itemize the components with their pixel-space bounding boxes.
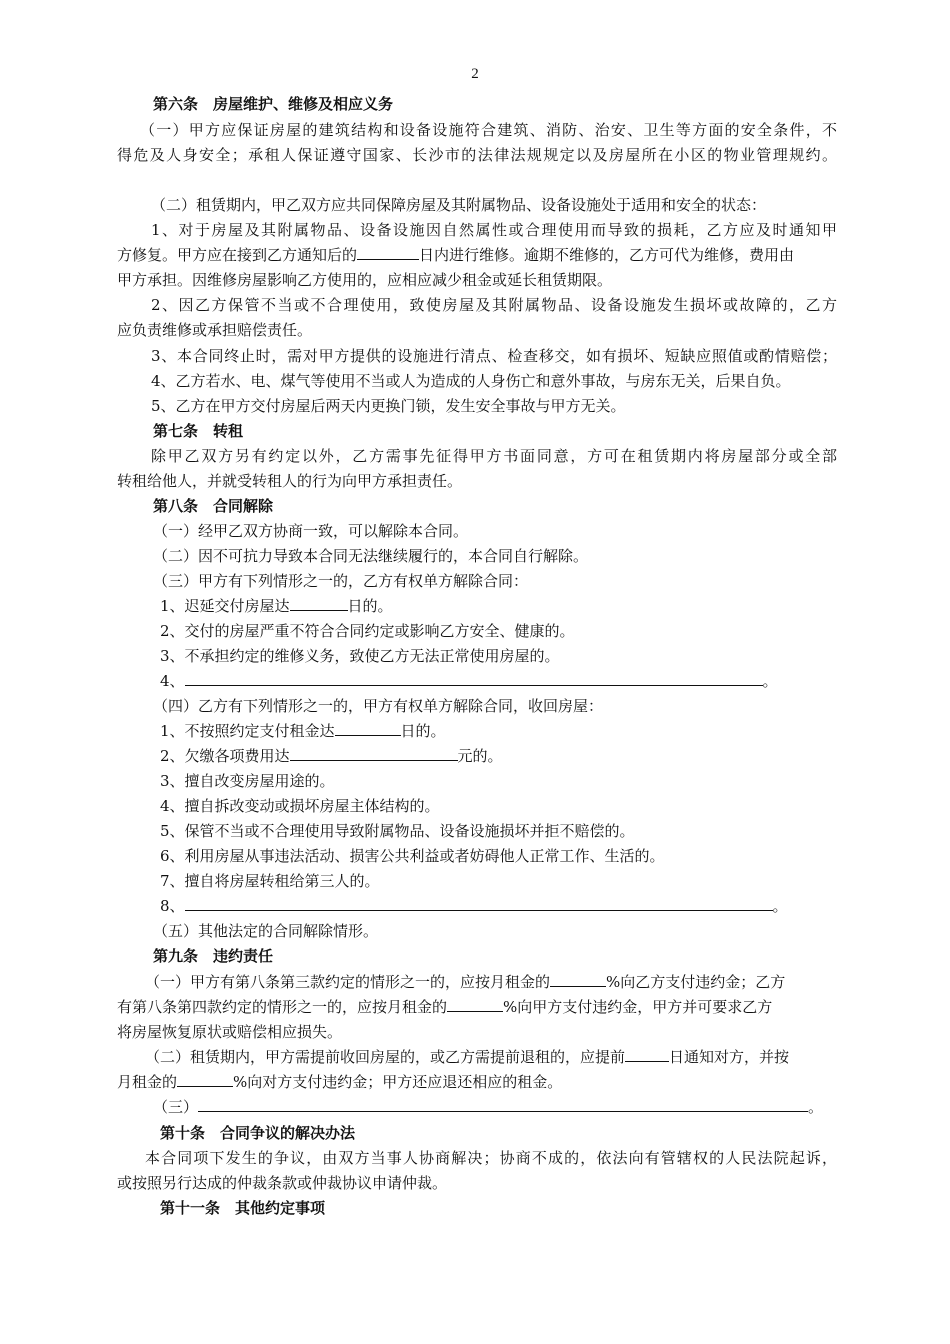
- days-blank: [290, 594, 348, 611]
- text-segment: 2、欠缴各项费用达: [160, 747, 290, 765]
- article-8-clause-4: （四）乙方有下列情形之一的，甲方有权单方解除合同，收回房屋：: [153, 697, 604, 715]
- article-8-clause-4-item-3: 3、擅自改变房屋用途的。: [160, 772, 335, 790]
- article-8-clause-1: （一）经甲乙双方协商一致，可以解除本合同。: [153, 522, 469, 540]
- text-segment: 。: [762, 672, 778, 690]
- article-8-clause-4-item-6: 6、利用房屋从事违法活动、损害公共利益或者妨碍他人正常工作、生活的。: [160, 847, 665, 865]
- text-segment: 。: [808, 1098, 824, 1116]
- article-8-clause-2: （二）因不可抗力导致本合同无法继续履行的，本合同自行解除。: [153, 547, 589, 565]
- days-blank: [335, 719, 401, 736]
- percent-blank: [550, 970, 606, 987]
- article-8-clause-5: （五）其他法定的合同解除情形。: [153, 922, 379, 940]
- article-8-clause-4-item-2: [160, 744, 880, 769]
- text-segment: 1、不按照约定支付租金达: [160, 722, 335, 740]
- article-7-line-1: 除甲乙双方另有约定以外，乙方需事先征得甲方书面同意，方可在租赁期内将房屋部分或全部: [151, 447, 837, 465]
- text-segment: 日的。: [400, 722, 446, 740]
- text-segment: 方修复。甲方应在接到乙方通知后的: [117, 246, 358, 264]
- text-segment: 日内进行维修。逾期不维修的，乙方可代为维修，费用由: [419, 246, 795, 264]
- text-segment: （三）: [153, 1098, 199, 1116]
- article-8-clause-4-item-1: [160, 719, 880, 744]
- percent-blank: [177, 1070, 233, 1087]
- article-7-heading: 第七条 转租: [153, 422, 244, 440]
- article-6-item-2-line-2: 应负责维修或承担赔偿责任。: [117, 321, 313, 339]
- article-8-clause-4-item-8: [160, 894, 880, 919]
- article-6-clause-1-line-1: （一）甲方应保证房屋的建筑结构和设备设施符合建筑、消防、治安、卫生等方面的安全条件，不: [140, 121, 837, 139]
- text-segment: 月租金的: [117, 1073, 178, 1091]
- fill-in-blank: [198, 1095, 808, 1112]
- text-segment: 1、迟延交付房屋达: [160, 597, 290, 615]
- article-10-heading: 第十条 合同争议的解决办法: [160, 1124, 356, 1142]
- article-8-clause-3-item-2: 2、交付的房屋严重不符合合同约定或影响乙方安全、健康的。: [160, 622, 575, 640]
- days-blank: [625, 1045, 669, 1062]
- article-8-clause-4-item-7: 7、擅自将房屋转租给第三人的。: [160, 872, 380, 890]
- text-segment: （一）甲方有第八条第三款约定的情形之一的，应按月租金的: [145, 973, 551, 991]
- days-blank: [357, 243, 419, 260]
- text-segment: 4、: [160, 672, 185, 690]
- article-6-item-1-line-1: 1、对于房屋及其附属物品、设备设施因自然属性或合理使用而导致的损耗，乙方应及时通知甲: [151, 221, 837, 239]
- article-6-clause-2-intro: （二）租赁期内，甲乙双方应共同保障房屋及其附属物品、设备设施处于适用和安全的状态：: [151, 196, 767, 214]
- text-segment: %向乙方支付违约金；乙方: [606, 973, 786, 991]
- article-6-item-1-line-3: 甲方承担。因维修房屋影响乙方使用的，应相应减少租金或延长租赁期限。: [117, 271, 613, 289]
- article-9-clause-3: [153, 1095, 873, 1120]
- text-segment: 日通知对方，并按: [669, 1048, 790, 1066]
- article-9-heading: 第九条 违约责任: [153, 947, 274, 965]
- article-9-clause-2-line-2: [117, 1070, 837, 1095]
- text-segment: （二）租赁期内，甲方需提前收回房屋的，或乙方需提前退租的，应提前: [145, 1048, 626, 1066]
- fill-in-blank: [185, 669, 763, 686]
- article-10-line-2: 或按照另行达成的仲裁条款或仲裁协议申请仲裁。: [117, 1174, 448, 1192]
- article-9-clause-1-line-3: 将房屋恢复原状或赔偿相应损失。: [117, 1023, 343, 1041]
- article-11-heading: 第十一条 其他约定事项: [160, 1199, 326, 1217]
- amount-blank: [290, 744, 458, 761]
- text-segment: 。: [772, 897, 788, 915]
- article-8-clause-3-item-3: 3、不承担约定的维修义务，致使乙方无法正常使用房屋的。: [160, 647, 560, 665]
- article-8-clause-3-item-1: [160, 594, 880, 619]
- percent-blank: [447, 995, 503, 1012]
- article-6-item-5: 5、乙方在甲方交付房屋后两天内更换门锁，发生安全事故与甲方无关。: [151, 397, 626, 415]
- article-6-item-3: 3、本合同终止时，需对甲方提供的设施进行清点、检查移交，如有损坏、短缺应照值或酌情赔偿；: [151, 347, 837, 365]
- article-6-clause-1-line-2: 得危及人身安全；承租人保证遵守国家、长沙市的法律法规规定以及房屋所在小区的物业管理规约。: [117, 146, 837, 164]
- article-8-clause-3-item-4: [160, 669, 880, 694]
- article-6-item-4: 4、乙方若水、电、煤气等使用不当或人为造成的人身伤亡和意外事故，与房东无关，后果自负。: [151, 372, 791, 390]
- fill-in-blank: [185, 894, 773, 911]
- article-8-clause-3: （三）甲方有下列情形之一的，乙方有权单方解除合同：: [153, 572, 529, 590]
- text-segment: 8、: [160, 897, 185, 915]
- article-8-heading: 第八条 合同解除: [153, 497, 274, 515]
- article-6-item-1-line-2: [117, 243, 837, 268]
- article-8-clause-4-item-5: 5、保管不当或不合理使用导致附属物品、设备设施损坏并拒不赔偿的。: [160, 822, 635, 840]
- article-7-line-2: 转租给他人，并就受转租人的行为向甲方承担责任。: [117, 472, 463, 490]
- text-segment: 元的。: [457, 747, 503, 765]
- text-segment: 日的。: [347, 597, 393, 615]
- page-number: 2: [471, 66, 479, 82]
- article-9-clause-1-line-1: [145, 970, 837, 995]
- text-segment: 有第八条第四款约定的情形之一的，应按月租金的: [117, 998, 448, 1016]
- article-10-line-1: 本合同项下发生的争议，由双方当事人协商解决；协商不成的，依法向有管辖权的人民法院起诉，: [145, 1149, 837, 1167]
- text-segment: %向对方支付违约金；甲方还应退还相应的租金。: [233, 1073, 563, 1091]
- article-8-clause-4-item-4: 4、擅自拆改变动或损坏房屋主体结构的。: [160, 797, 440, 815]
- article-6-item-2-line-1: 2、因乙方保管不当或不合理使用，致使房屋及其附属物品、设备设施发生损坏或故障的，乙方: [151, 296, 837, 314]
- text-segment: %向甲方支付违约金，甲方并可要求乙方: [503, 998, 773, 1016]
- article-9-clause-1-line-2: [117, 995, 837, 1020]
- article-9-clause-2-line-1: [145, 1045, 837, 1070]
- article-6-heading: 第六条 房屋维护、维修及相应义务: [153, 95, 394, 113]
